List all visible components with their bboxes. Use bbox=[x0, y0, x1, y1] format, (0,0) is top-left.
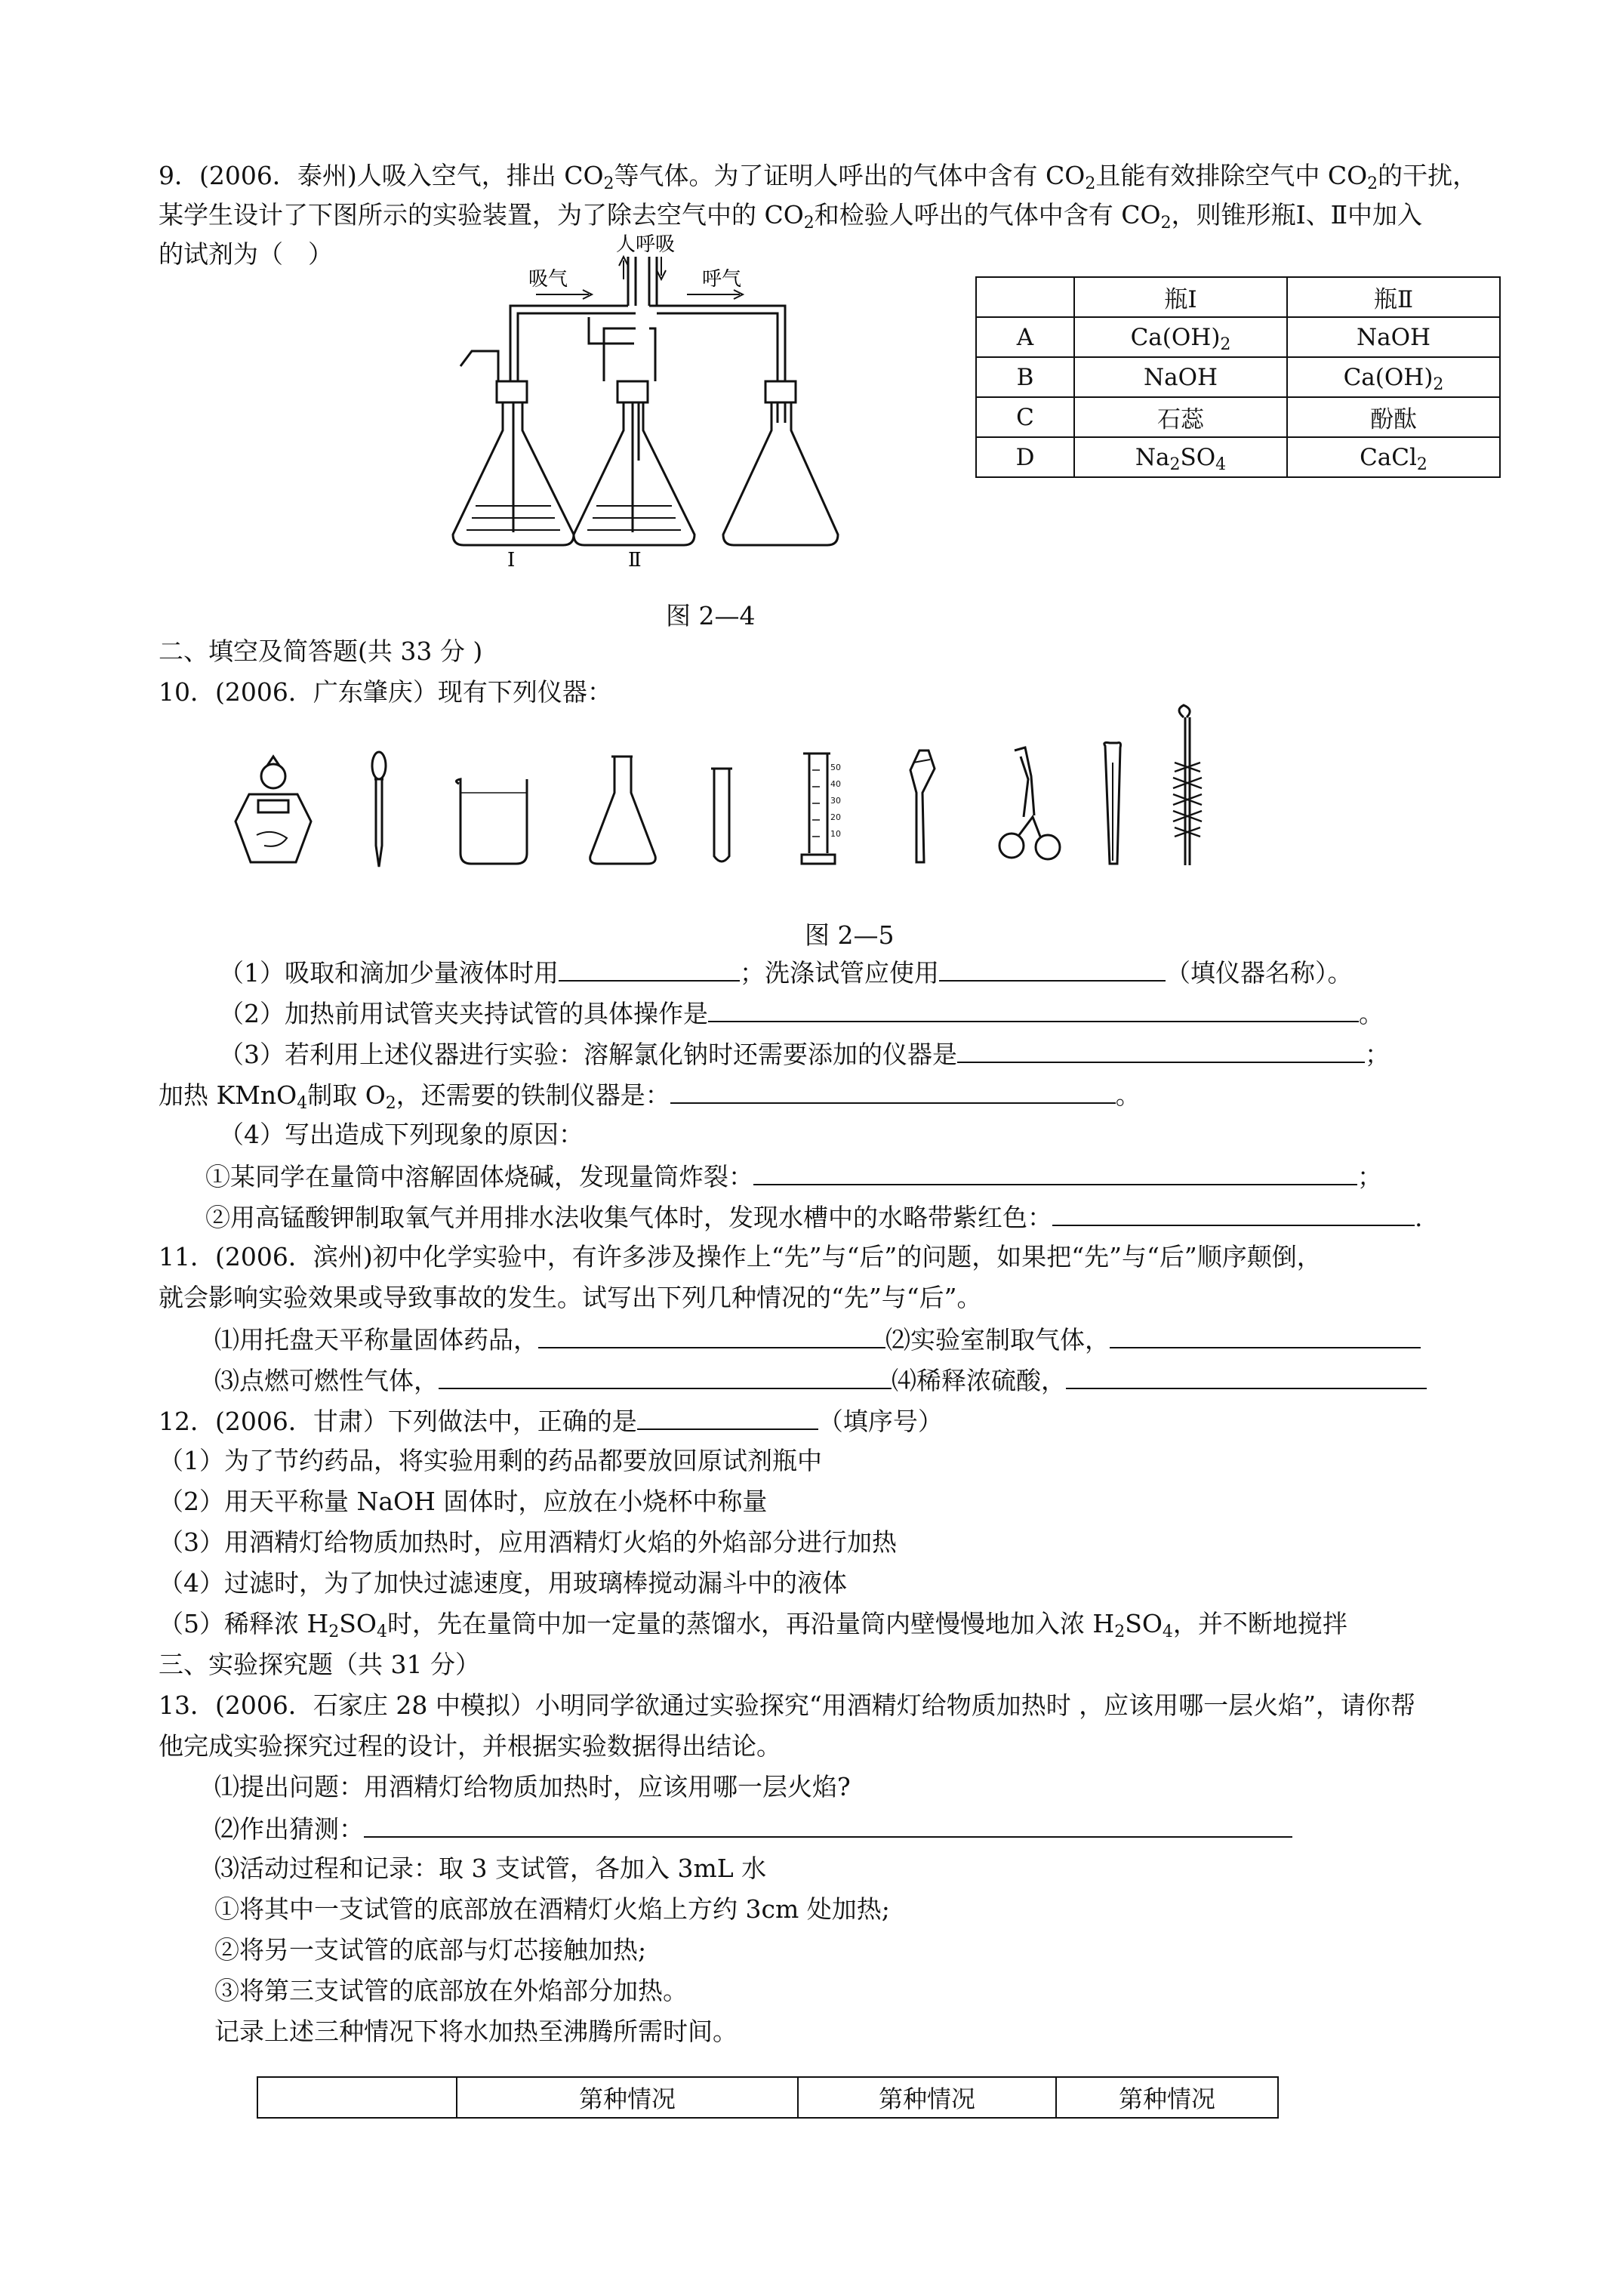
table-header-cell: 瓶Ⅱ bbox=[1287, 277, 1500, 317]
cell-text: CaCl bbox=[1360, 443, 1417, 471]
bottle-1-cell: 石蕊 bbox=[1074, 397, 1287, 437]
flask-2-label: Ⅱ bbox=[628, 549, 642, 572]
table-row bbox=[976, 397, 1500, 437]
answer-blank[interactable] bbox=[559, 954, 740, 982]
answer-blank[interactable] bbox=[957, 1036, 1365, 1063]
bottle-2-cell bbox=[1287, 357, 1500, 397]
q11-text: ⑶点燃可燃性气体， bbox=[214, 1366, 439, 1395]
q13-line-1: 13．(2006．石家庄 28 中模拟）小明同学欲通过实验探究“用酒精灯给物质加热时 ，应该用哪一层火焰”，请你帮 bbox=[159, 1690, 1416, 1720]
conical-flask-icon bbox=[590, 757, 656, 864]
bottle-2-cell bbox=[1287, 317, 1500, 357]
bottle-2-cell bbox=[1287, 437, 1500, 477]
q9-line-3 bbox=[159, 237, 333, 272]
test-tube-clamp-icon bbox=[910, 750, 935, 862]
answer-blank[interactable] bbox=[637, 1403, 818, 1430]
q10-part-2 bbox=[219, 995, 1384, 1031]
q10-text: 加热 KMnO bbox=[159, 1080, 297, 1110]
q12-option-3: （3）用酒精灯给物质加热时，应用酒精灯火焰的外焰部分进行加热 bbox=[159, 1527, 897, 1557]
q10-text: ； bbox=[1365, 1040, 1390, 1069]
q11-line-1: 11．(2006．滨州)初中化学实验中，有许多涉及操作上“先”与“后”的问题，如果把“先”与“后”顺序颠倒， bbox=[159, 1242, 1322, 1271]
cylinder-tick-label: 30 bbox=[830, 796, 841, 806]
q10-part-4: （4）写出造成下列现象的原因： bbox=[219, 1120, 584, 1149]
subscript: 2 bbox=[1416, 455, 1427, 474]
answer-blank[interactable] bbox=[364, 1811, 1292, 1838]
q9-text: 和检验人呼出的气体中含有 CO bbox=[814, 200, 1161, 230]
q11-text: ⑷稀释浓硫酸， bbox=[892, 1366, 1066, 1395]
subscript: 2 bbox=[328, 1623, 340, 1641]
option-cell: C bbox=[976, 397, 1074, 437]
table-header-cell bbox=[976, 277, 1074, 317]
subscript: 2 bbox=[803, 214, 815, 233]
answer-blank[interactable] bbox=[439, 1362, 892, 1389]
subscript: 2 bbox=[1169, 455, 1181, 474]
q9-text: 的干扰， bbox=[1378, 161, 1478, 190]
q10-text: 。 bbox=[1115, 1080, 1141, 1110]
option-cell: B bbox=[976, 357, 1074, 397]
figure-caption-2-5: 图 2—5 bbox=[805, 920, 895, 950]
q12-text: ，并不断地搅拌 bbox=[1172, 1609, 1347, 1638]
alcohol-lamp-icon bbox=[236, 757, 311, 862]
q13-step-2 bbox=[214, 1811, 1292, 1847]
table-header-row bbox=[976, 277, 1500, 317]
q10-text: ，还需要的铁制仪器是： bbox=[396, 1080, 670, 1110]
q10-part-4-2 bbox=[205, 1199, 1423, 1235]
q9-line-2 bbox=[159, 198, 1422, 233]
q9-text: 9．(2006．泰州)人吸入空气，排出 CO bbox=[159, 161, 604, 190]
q10-part-3-line-2 bbox=[159, 1077, 1141, 1113]
q10-text: ； bbox=[1357, 1162, 1382, 1191]
table-header-cell: 第种情况 bbox=[457, 2077, 798, 2118]
q12-title bbox=[159, 1403, 943, 1439]
bottle-2-cell: 酚酞 bbox=[1287, 397, 1500, 437]
q12-option-5 bbox=[159, 1607, 1347, 1641]
q9-text: 等气体。为了证明人呼出的气体中含有 CO bbox=[614, 161, 1086, 190]
q12-text: 时，先在量筒中加一定量的蒸馏水，再沿量筒内壁慢慢地加入浓 H bbox=[387, 1609, 1115, 1638]
answer-blank[interactable] bbox=[1110, 1321, 1421, 1348]
q13-case-3: ③将第三支试管的底部放在外焰部分加热。 bbox=[214, 1976, 688, 2005]
subscript: 2 bbox=[603, 174, 614, 193]
subscript: 2 bbox=[1160, 214, 1172, 233]
cell-text: Ca(OH) bbox=[1343, 363, 1434, 391]
test-tube-icon bbox=[711, 769, 732, 861]
cylinder-tick-label: 50 bbox=[830, 763, 841, 772]
table-row bbox=[976, 317, 1500, 357]
gas-apparatus-figure bbox=[438, 233, 861, 572]
q13-case-1: ①将其中一支试管的底部放在酒精灯火焰上方约 3cm 处加热; bbox=[214, 1894, 890, 1924]
q10-text: （1）吸取和滴加少量液体时用 bbox=[219, 958, 559, 988]
q10-title: 10．(2006．广东肇庆）现有下列仪器： bbox=[159, 677, 612, 707]
answer-blank[interactable] bbox=[753, 1158, 1357, 1185]
q13-case-2: ②将另一支试管的底部与灯芯接触加热; bbox=[214, 1935, 647, 1965]
q12-text: SO bbox=[1125, 1609, 1163, 1638]
section-3-heading: 三、实验探究题（共 31 分） bbox=[159, 1650, 480, 1679]
cell-text: SO bbox=[1180, 443, 1216, 471]
answer-blank[interactable] bbox=[1052, 1199, 1415, 1226]
q13-line-2: 他完成实验探究过程的设计，并根据实验数据得出结论。 bbox=[159, 1731, 781, 1761]
q9-text: 的试剂为（ ） bbox=[159, 239, 333, 269]
q9-line-1 bbox=[159, 159, 1477, 193]
subscript: 4 bbox=[297, 1094, 308, 1113]
q12-text: 12．(2006．甘肃）下列做法中，正确的是 bbox=[159, 1407, 637, 1436]
subscript: 4 bbox=[1162, 1623, 1173, 1641]
cylinder-tick-label: 40 bbox=[830, 779, 841, 789]
answer-blank[interactable] bbox=[538, 1321, 885, 1348]
flask-1-label: Ⅰ bbox=[507, 549, 516, 572]
q12-text: （5）稀释浓 H bbox=[159, 1609, 329, 1638]
table-header-cell: 第种情况 bbox=[798, 2077, 1056, 2118]
table-row bbox=[976, 357, 1500, 397]
answer-blank[interactable] bbox=[939, 954, 1166, 982]
table-header-row bbox=[257, 2077, 1278, 2118]
subscript: 2 bbox=[1367, 174, 1378, 193]
q13-text: ⑵作出猜测： bbox=[214, 1814, 364, 1844]
q11-text: ⑵实验室制取气体， bbox=[885, 1325, 1110, 1354]
subscript: 2 bbox=[1085, 174, 1096, 193]
q10-part-1 bbox=[219, 954, 1353, 991]
table-header-cell bbox=[257, 2077, 457, 2118]
q9-text: 且能有效排除空气中 CO bbox=[1095, 161, 1368, 190]
q11-items-row-2 bbox=[214, 1362, 1427, 1398]
q12-option-4: （4）过滤时，为了加快过滤速度，用玻璃棒搅动漏斗中的液体 bbox=[159, 1568, 847, 1598]
table-row bbox=[976, 437, 1500, 477]
cylinder-tick-label: 20 bbox=[830, 812, 841, 822]
subscript: 2 bbox=[1114, 1623, 1126, 1641]
apparatus-right-label: 呼气 bbox=[702, 268, 742, 291]
crucible-tongs-icon bbox=[999, 747, 1060, 859]
q13-record: 记录上述三种情况下将水加热至沸腾所需时间。 bbox=[214, 2017, 738, 2046]
dropper-icon bbox=[372, 752, 386, 867]
q10-text: 。 bbox=[1359, 999, 1384, 1028]
cell-text: NaOH bbox=[1356, 323, 1431, 351]
q12-text: （填序号） bbox=[818, 1407, 943, 1436]
q12-text: SO bbox=[339, 1609, 377, 1638]
record-table bbox=[257, 2076, 1279, 2119]
q10-text: （填仪器名称）。 bbox=[1166, 958, 1353, 988]
table-header-cell: 瓶Ⅰ bbox=[1074, 277, 1287, 317]
q10-text: 制取 O bbox=[307, 1080, 386, 1110]
q11-line-2: 就会影响实验效果或导致事故的发生。试写出下列几种情况的“先”与“后”。 bbox=[159, 1283, 982, 1312]
brush-bristles bbox=[1173, 763, 1202, 837]
q10-text: ①某同学在量筒中溶解固体烧碱，发现量筒炸裂： bbox=[205, 1162, 753, 1191]
q11-text: ⑴用托盘天平称量固体药品， bbox=[214, 1325, 538, 1354]
cylinder-tick-label: 10 bbox=[830, 829, 841, 839]
q10-text: （3）若利用上述仪器进行实验：溶解氯化钠时还需要添加的仪器是 bbox=[219, 1040, 957, 1069]
q9-text: ，则锥形瓶Ⅰ、Ⅱ中加入 bbox=[1171, 200, 1423, 230]
reagent-choice-table bbox=[975, 276, 1501, 478]
q12-option-1: （1）为了节约药品，将实验用剩的药品都要放回原试剂瓶中 bbox=[159, 1446, 822, 1475]
answer-blank[interactable] bbox=[708, 995, 1359, 1022]
cell-text: Na bbox=[1135, 443, 1170, 471]
tweezers-icon bbox=[1104, 743, 1121, 864]
apparatus-top-label: 人呼吸 bbox=[616, 233, 676, 256]
bottle-1-cell bbox=[1074, 357, 1287, 397]
section-2-heading: 二、填空及简答题(共 33 分 ) bbox=[159, 636, 483, 666]
option-cell: D bbox=[976, 437, 1074, 477]
q10-text: . bbox=[1415, 1203, 1423, 1232]
apparatus-left-label: 吸气 bbox=[528, 268, 568, 291]
bottle-1-cell bbox=[1074, 317, 1287, 357]
q10-part-4-1 bbox=[205, 1158, 1382, 1194]
instruments-figure bbox=[226, 687, 1298, 883]
q10-text: ；洗涤试管应使用 bbox=[740, 958, 939, 988]
cell-text: Ca(OH) bbox=[1130, 323, 1221, 351]
option-cell: A bbox=[976, 317, 1074, 357]
bottle-1-cell bbox=[1074, 437, 1287, 477]
q10-text: （2）加热前用试管夹夹持试管的具体操作是 bbox=[219, 999, 708, 1028]
q12-option-2: （2）用天平称量 NaOH 固体时，应放在小烧杯中称量 bbox=[159, 1487, 768, 1516]
q10-part-3 bbox=[219, 1036, 1390, 1072]
q13-step-1: ⑴提出问题：用酒精灯给物质加热时，应该用哪一层火焰? bbox=[214, 1772, 851, 1801]
q11-items-row-1 bbox=[214, 1321, 1421, 1358]
q9-text: 某学生设计了下图所示的实验装置，为了除去空气中的 CO bbox=[159, 200, 804, 230]
answer-blank[interactable] bbox=[670, 1077, 1116, 1104]
subscript: 2 bbox=[1433, 374, 1444, 394]
answer-blank[interactable] bbox=[1066, 1362, 1427, 1389]
subscript: 4 bbox=[1215, 455, 1227, 474]
subscript: 2 bbox=[1220, 334, 1231, 354]
table-header-cell: 第种情况 bbox=[1056, 2077, 1278, 2118]
subscript: 4 bbox=[376, 1623, 387, 1641]
beaker-icon bbox=[456, 779, 527, 864]
q10-text: ②用高锰酸钾制取氧气并用排水法收集气体时，发现水槽中的水略带紫红色： bbox=[205, 1203, 1052, 1232]
cell-text: NaOH bbox=[1143, 363, 1218, 391]
subscript: 2 bbox=[385, 1094, 396, 1113]
figure-caption-2-4: 图 2—4 bbox=[666, 601, 756, 630]
q13-step-3: ⑶活动过程和记录：取 3 支试管，各加入 3mL 水 bbox=[214, 1854, 767, 1883]
